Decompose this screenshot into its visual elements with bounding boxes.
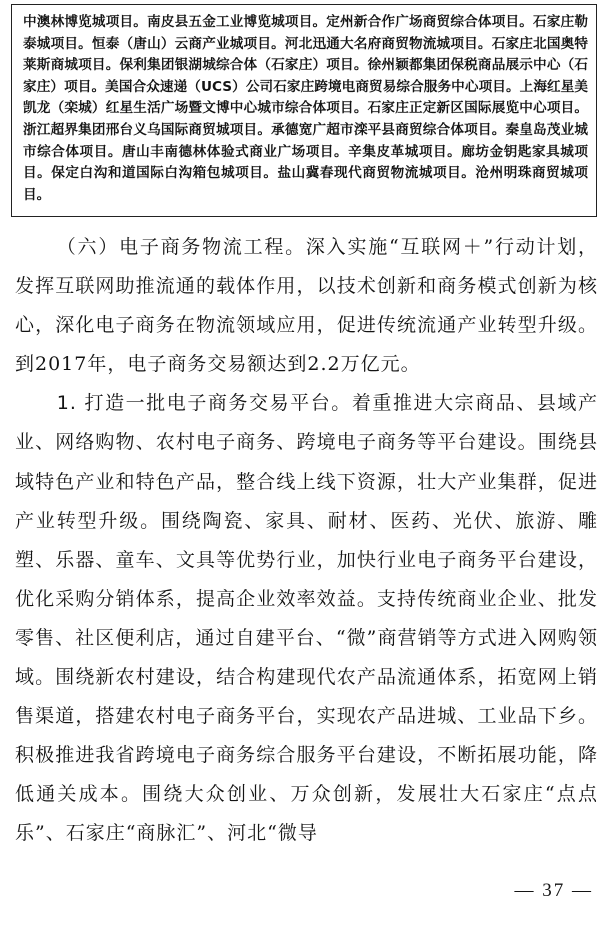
body-text xyxy=(15,228,598,854)
item-heading: 1. 打造一批电子商务交易平台。 xyxy=(56,392,352,415)
project-list-box xyxy=(11,4,597,217)
item-text: 着重推进大宗商品、县域产业、网络购物、农村电子商务、跨境电子商务等平台建设。围绕县域特色产业和特色产品，整合线上线下资源，壮大产业集群，促进产业转型升级。围绕陶瓷、家具、耐材、医药、光伏、旅游、雕塑、乐器、童车、文具等优势行业，加快行业电子商务平台建设，优化采购分销体系，提高企业效率效益。支持传统商业企业、批发零售、社区便利店，通过自建平台、“微”商营销等方式进入网购领域。围绕新农村建设，结合构建现代农产品流通体系，拓宽网上销售渠道，搭建农村电子商务平台，实现农产品进城、工业品下乡。积极推进我省跨境电子商务综合服务平台建设，不断拓展功能，降低通关成本。围绕大众创业、万众创新，发展壮大石家庄“点点乐”、石家庄“商脉汇”、河北“微导 xyxy=(15,392,598,845)
section-text: 深入实施“互联网＋”行动计划，发挥互联网助推流通的载体作用，以技术创新和商务模式创新为核心，深化电子商务在物流领域应用，促进传统流通产业转型升级。到2017年，电子商务交易额达到2.2万亿元。 xyxy=(15,236,598,376)
paragraph-section-six xyxy=(15,228,598,384)
paragraph-item-one xyxy=(15,384,598,853)
project-list-text: 中澳林博览城项目。南皮县五金工业博览城项目。定州新合作广场商贸综合体项目。石家庄勒泰城项目。恒泰（唐山）云商产业城项目。河北迅通大名府商贸物流城项目。石家庄北国奥特莱斯商城项目。保利集团银湖城综合体（石家庄）项目。徐州颖都集团保税商品展示中心（石家庄）项目。美国合众速递（UCS）公司石家庄跨境电商贸易综合服务中心项目。上海红星美凯龙（栾城）红星生活广场暨文博中心城市综合体项目。石家庄正定新区国际展览中心项目。浙江超界集团邢台义乌国际商贸城项目。承德宽广超市滦平县商贸综合体项目。秦皇岛茂业城市综合体项目。唐山丰南德林体验式商业广场项目。辛集皮革城项目。廊坊金钥匙家具城项目。保定白沟和道国际白沟箱包城项目。盐山冀春现代商贸物流城项目。沧州明珠商贸城项目。 xyxy=(23,14,588,203)
page-number: — 37 — xyxy=(514,880,593,901)
section-heading: （六）电子商务物流工程。 xyxy=(56,236,306,258)
